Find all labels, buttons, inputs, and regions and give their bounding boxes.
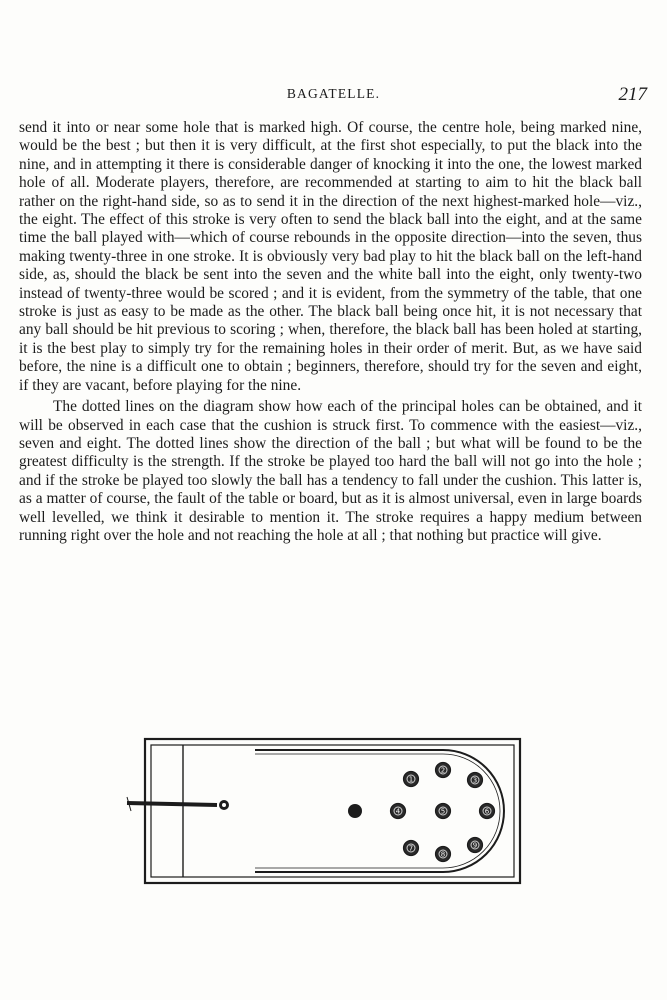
hole-8 — [436, 847, 451, 862]
hole-9 — [468, 838, 483, 853]
hole-4 — [391, 804, 406, 819]
table-inner-frame — [151, 745, 514, 877]
body-text — [19, 119, 642, 545]
hole-3 — [468, 773, 483, 788]
running-head: BAGATELLE. — [286, 86, 381, 101]
cushion-arc-inner — [255, 754, 500, 868]
hole-label: 5 — [440, 807, 446, 816]
paragraph-1: send it into or near some hole that is marked high. Of course, the centre hole, being marked nine, would be the best ; but then it is very difficult, at the first shot especially, to put the black into the nine, and in attempting it there is considerable danger of knocking it into the one, the lowest marked hole of all. Moderate players, therefore, are recommended at starting to aim to hit the black ball rather on the right-hand side, so as to send it in the direction of the next highest-marked hole—viz., the eight. The effect of this stroke is very often to send the black ball into the eight, and at the same time the ball played with—which of course rebounds in the opposite direction—into the seven, thus making twenty-three in one stroke. It is obviously very bad play to hit the black ball on the left-hand side, as, should the black be sent into the seven and the white ball into the eight, only twenty-two instead of twenty-three would be scored ; and it is evident, from the symmetry of the table, that one stroke is just as easy to be made as the other. The black ball being once hit, it is not necessary that any ball should be hit previous to scoring ; when, therefore, the black ball has been holed at starting, it is the best play to simply try for the remaining holes in their order of merit. But, as we have said before, the nine is a difficult one to obtain ; beginners, therefore, should try for the seven and eight, if they are vacant, before playing for the nine. — [19, 119, 642, 394]
cue — [127, 797, 217, 811]
table-outer-frame — [145, 739, 520, 883]
hole-5 — [436, 804, 451, 819]
hole-label: 8 — [440, 850, 446, 859]
bagatelle-table-diagram — [125, 733, 527, 888]
page-number: 217 — [618, 84, 647, 105]
hole-label: 1 — [408, 775, 414, 784]
hole-label: 4 — [395, 807, 401, 816]
hole-label: 2 — [440, 766, 446, 775]
hole-2 — [436, 763, 451, 778]
hole-label: 7 — [408, 844, 414, 853]
page-header — [0, 86, 667, 110]
cushion-arc — [255, 750, 504, 872]
hole-7 — [404, 841, 419, 856]
black-ball — [348, 804, 362, 818]
hole-label: 3 — [472, 776, 478, 785]
hole-label: 9 — [472, 841, 478, 850]
hole-6 — [480, 804, 495, 819]
hole-1 — [404, 772, 419, 787]
hole-label: 6 — [484, 807, 490, 816]
paragraph-2: The dotted lines on the diagram show how each of the principal holes can be obtained, and it will be observed in each case that the cushion is struck first. To commence with the easiest—viz., seven and eight. The dotted lines show the direction of the ball ; but what will be found to be the greatest difficulty is the strength. If the stroke be played too hard the ball will not go into the hole ; and if the stroke be played too slowly the ball has a tendency to fall under the cushion. This latter is, as a matter of course, the fault of the table or board, but as it is almost universal, even in large boards well levelled, we think it desirable to mention it. The stroke requires a happy medium between running right over the hole and not reaching the hole at all ; that nothing but practice will give. — [19, 398, 642, 544]
